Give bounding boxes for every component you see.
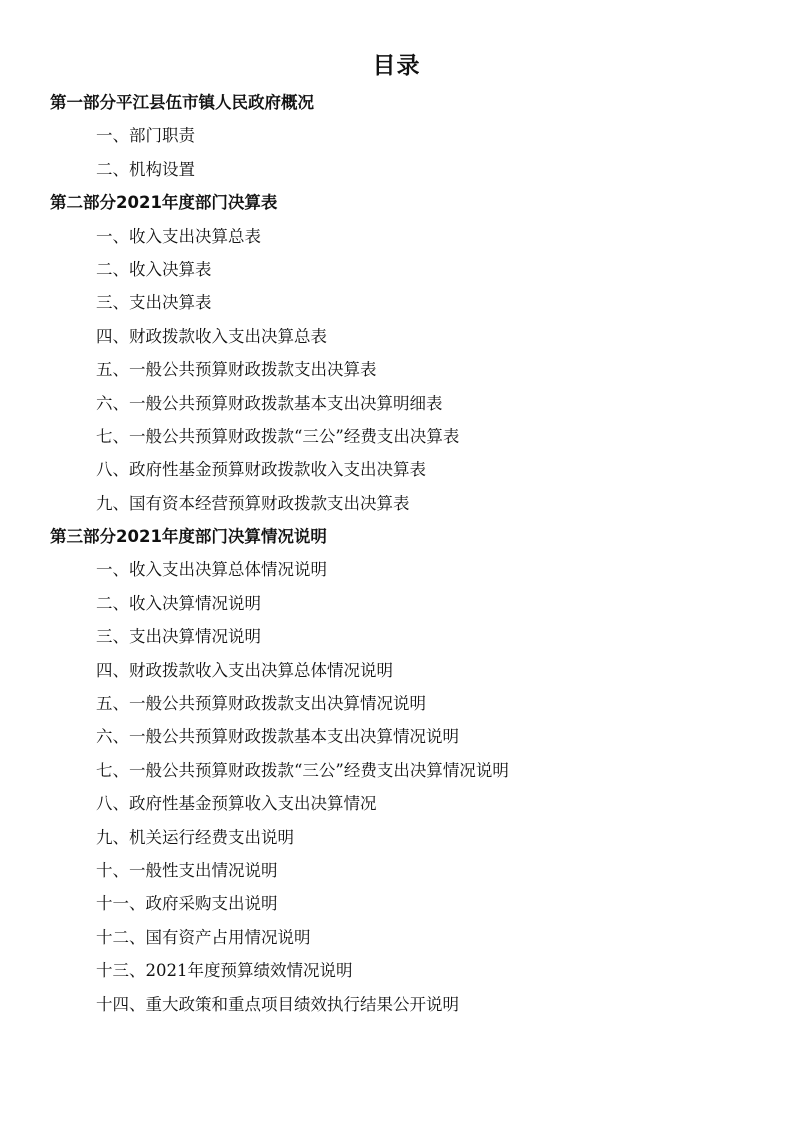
toc-item[interactable]: 二、收入决算表 — [96, 259, 212, 279]
toc-item[interactable]: 二、机构设置 — [96, 159, 195, 179]
toc-item[interactable]: 三、支出决算情况说明 — [96, 627, 261, 647]
page-title: 目录 — [372, 53, 421, 79]
toc-item[interactable]: 六、一般公共预算财政拨款基本支出决算明细表 — [96, 393, 443, 413]
toc-item[interactable]: 八、政府性基金预算收入支出决算情况 — [96, 794, 377, 814]
toc-item[interactable]: 一、收入支出决算总表 — [96, 226, 261, 246]
toc-part-1-heading[interactable]: 第一部分平江县伍市镇人民政府概况 — [50, 93, 314, 112]
toc-item[interactable]: 七、一般公共预算财政拨款“三公”经费支出决算表 — [96, 426, 460, 446]
toc-item[interactable]: 二、收入决算情况说明 — [96, 593, 261, 613]
toc-item[interactable]: 十一、政府采购支出说明 — [96, 894, 278, 914]
table-of-contents — [0, 86, 793, 1021]
toc-part-3-heading[interactable]: 第三部分2021年度部门决算情况说明 — [50, 527, 327, 547]
toc-part-2-heading[interactable]: 第二部分2021年度部门决算表 — [50, 193, 278, 213]
toc-item[interactable]: 四、财政拨款收入支出决算总表 — [96, 326, 327, 346]
toc-item[interactable]: 十四、重大政策和重点项目绩效执行结果公开说明 — [96, 994, 459, 1014]
toc-item[interactable]: 十二、国有资产占用情况说明 — [96, 927, 311, 947]
toc-item[interactable]: 一、收入支出决算总体情况说明 — [96, 560, 327, 580]
toc-item[interactable]: 八、政府性基金预算财政拨款收入支出决算表 — [96, 460, 426, 480]
toc-item[interactable]: 三、支出决算表 — [96, 293, 212, 313]
toc-item[interactable]: 十三、2021年度预算绩效情况说明 — [96, 961, 353, 981]
toc-item[interactable]: 九、机关运行经费支出说明 — [96, 827, 294, 847]
toc-item[interactable]: 九、国有资本经营预算财政拨款支出决算表 — [96, 493, 410, 513]
toc-item[interactable]: 六、一般公共预算财政拨款基本支出决算情况说明 — [96, 727, 459, 747]
toc-item[interactable]: 一、部门职责 — [96, 126, 195, 146]
toc-item[interactable]: 五、一般公共预算财政拨款支出决算情况说明 — [96, 694, 426, 714]
toc-item[interactable]: 十、一般性支出情况说明 — [96, 860, 278, 880]
toc-item[interactable]: 七、一般公共预算财政拨款“三公”经费支出决算情况说明 — [96, 760, 509, 780]
toc-item[interactable]: 五、一般公共预算财政拨款支出决算表 — [96, 360, 377, 380]
toc-item[interactable]: 四、财政拨款收入支出决算总体情况说明 — [96, 660, 393, 680]
